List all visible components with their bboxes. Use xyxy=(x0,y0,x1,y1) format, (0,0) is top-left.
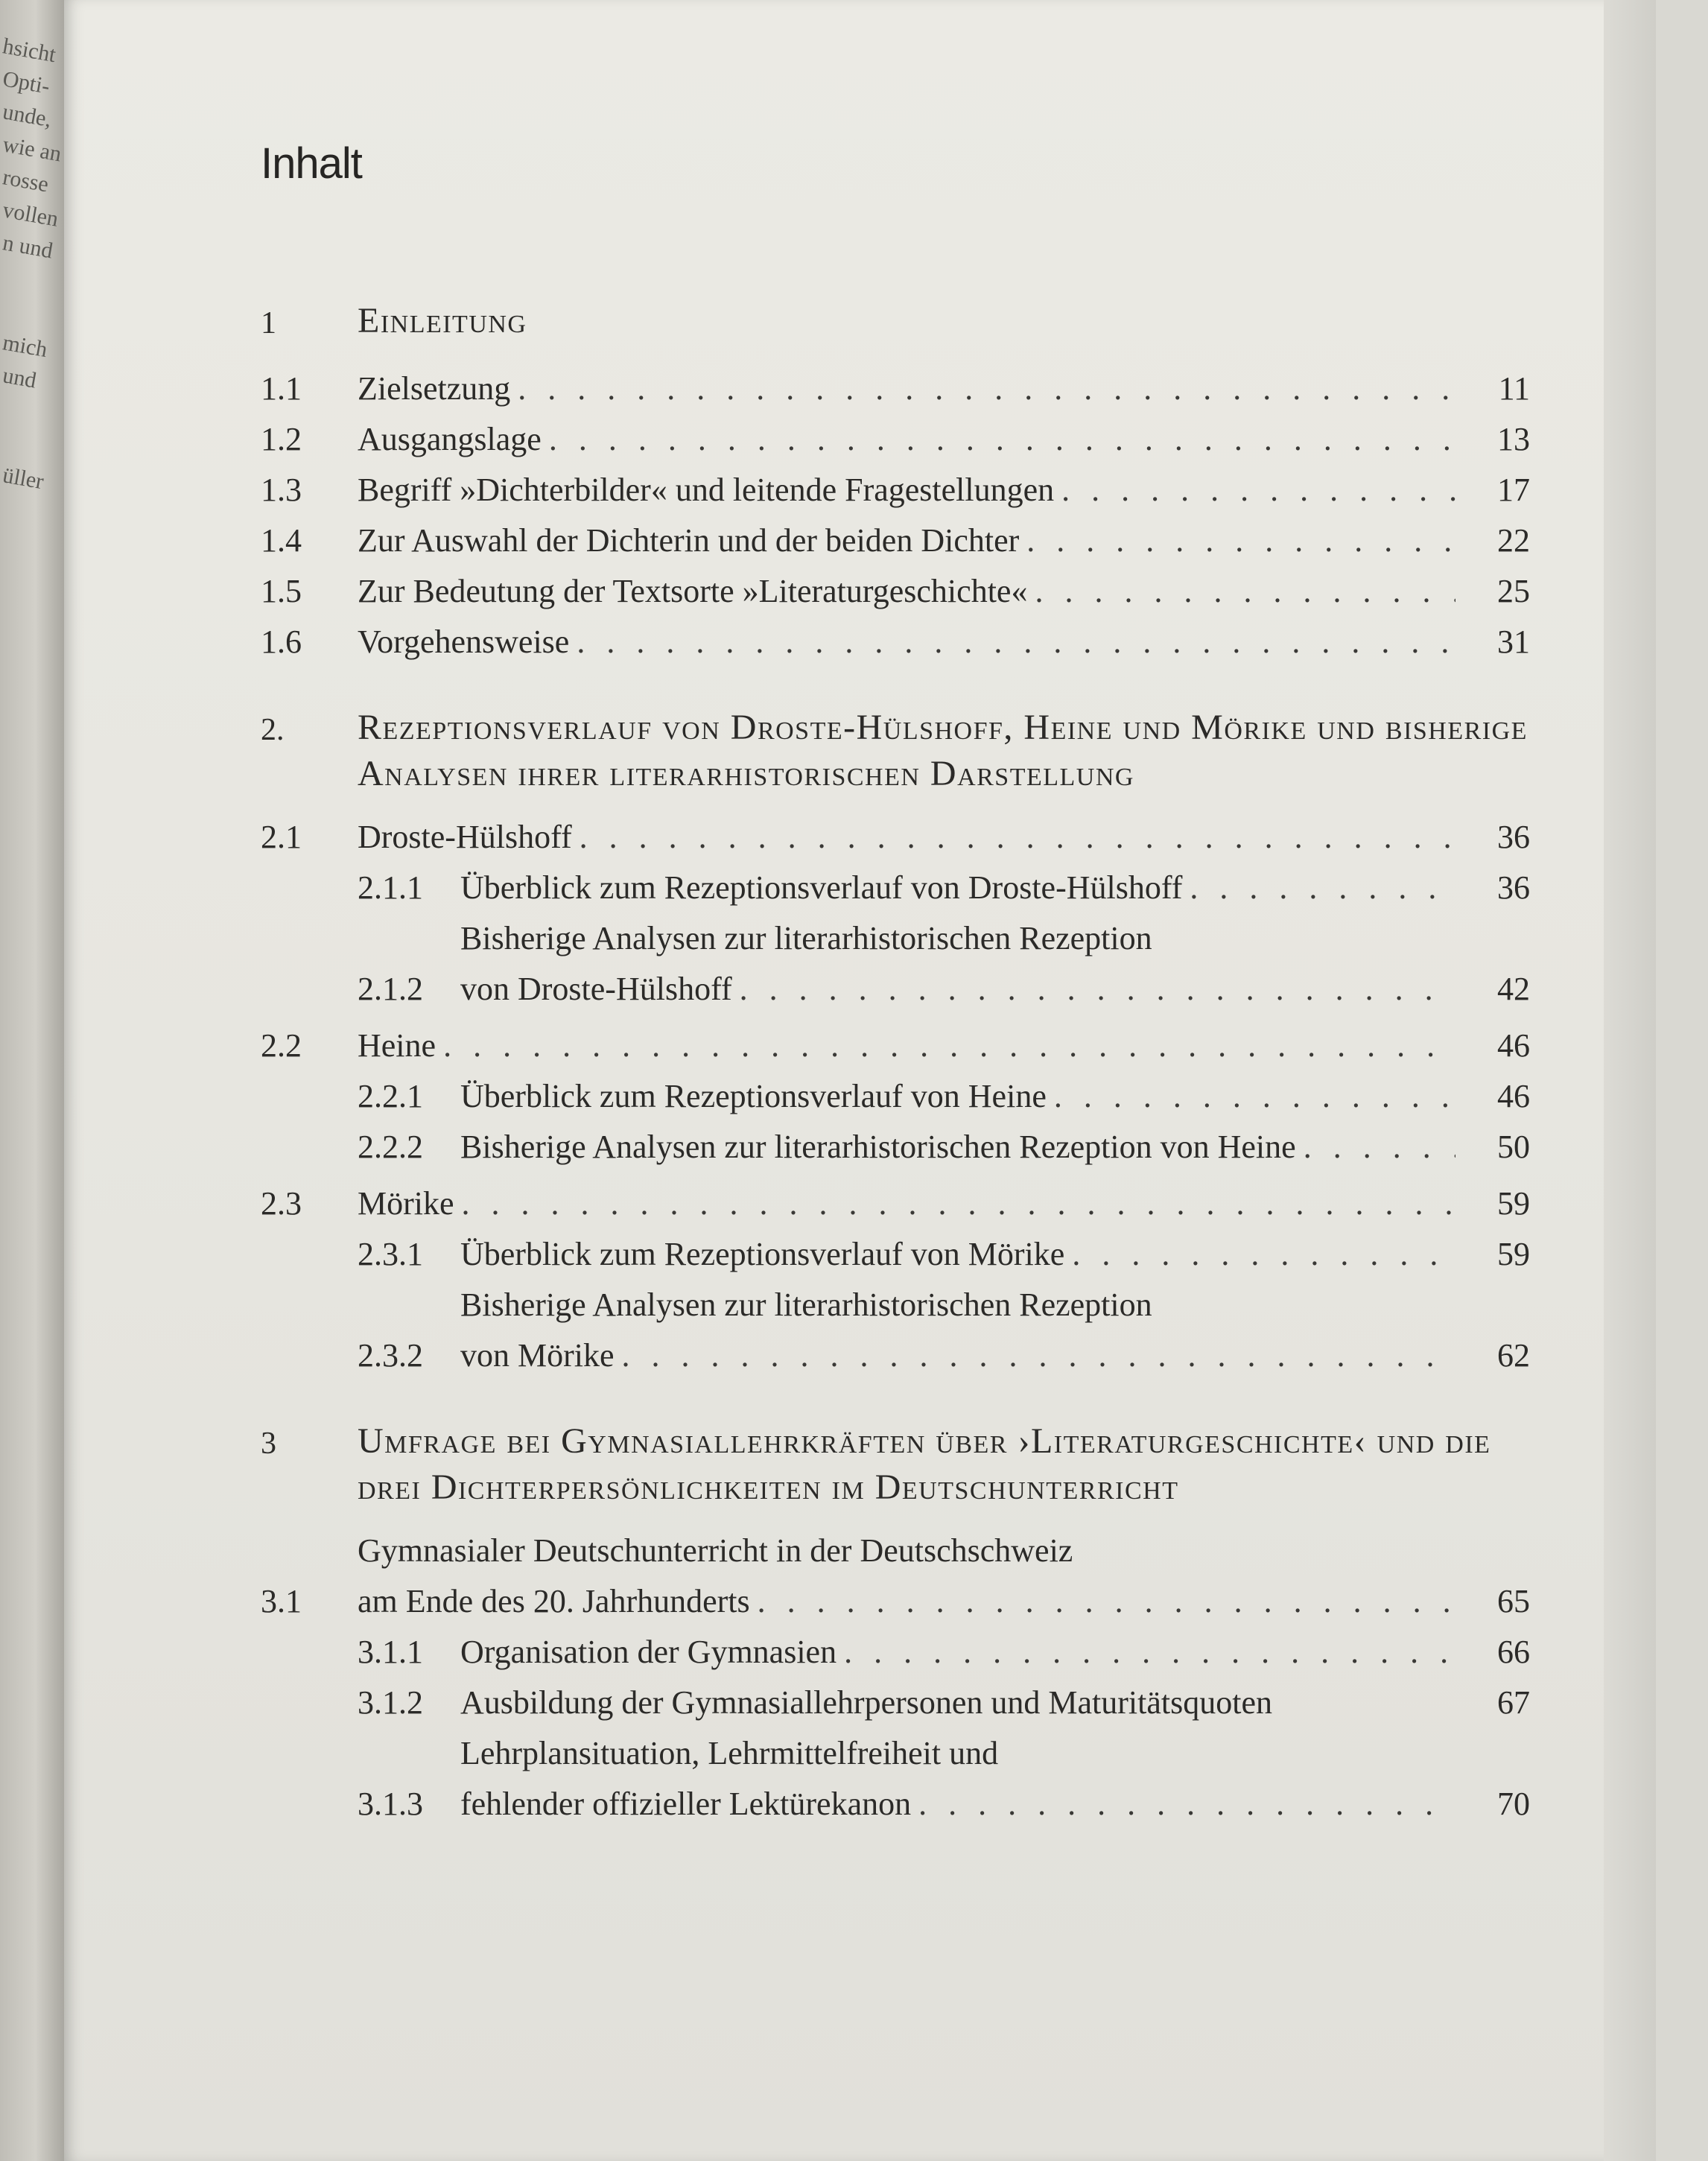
entry-title-wrap xyxy=(460,913,1463,1015)
table-of-contents xyxy=(261,298,1530,1830)
entry-title: Ausgangslage xyxy=(358,421,542,457)
entry-number: 2.1.1 xyxy=(358,869,423,906)
entry-number: 1.3 xyxy=(261,472,302,508)
toc-entry[interactable] xyxy=(261,566,1530,617)
entry-title-wrap xyxy=(358,566,1463,617)
dot-leader xyxy=(462,1178,1455,1229)
dot-leader xyxy=(1026,515,1455,566)
dot-leader xyxy=(518,364,1455,414)
entry-title-wrap xyxy=(460,1678,1463,1728)
entry-title: Zielsetzung xyxy=(358,370,511,407)
dot-leader xyxy=(1190,863,1455,913)
entry-title: Organisation der Gymnasien xyxy=(460,1634,837,1670)
dot-leader xyxy=(844,1627,1455,1678)
page-heading: Inhalt xyxy=(261,139,362,188)
page-number: 46 xyxy=(1497,1027,1530,1064)
dot-leader xyxy=(1054,1071,1455,1122)
entry-title: Bisherige Analysen zur literarhistorischen Rezeption von Heine xyxy=(460,1129,1296,1165)
dot-leader xyxy=(918,1779,1455,1830)
page-number: 11 xyxy=(1498,370,1530,407)
toc-entry[interactable] xyxy=(261,515,1530,566)
toc-entry[interactable] xyxy=(261,1021,1530,1071)
entry-title-wrap xyxy=(460,1122,1463,1172)
dot-leader xyxy=(740,964,1455,1015)
entry-number: 2.2 xyxy=(261,1027,302,1064)
fragment: rosse xyxy=(1,165,51,197)
entry-title: Lehrplansituation, Lehrmittelfreiheit und xyxy=(460,1735,999,1771)
entry-title: Gymnasialer Deutschunterricht in der Deutschschweiz xyxy=(358,1532,1073,1569)
chapter-number: 2. xyxy=(261,713,285,747)
entry-number: 2.1.2 xyxy=(358,971,423,1007)
entry-number: 2.3.1 xyxy=(358,1236,423,1272)
toc-subentry[interactable] xyxy=(261,1071,1530,1122)
toc-entry[interactable] xyxy=(261,465,1530,515)
entry-title-wrap xyxy=(358,1178,1463,1229)
entry-title: Ausbildung der Gymnasiallehrpersonen und Maturitätsquoten xyxy=(460,1684,1273,1721)
entry-title-wrap xyxy=(460,1728,1463,1830)
entry-title-continued: am Ende des 20. Jahrhunderts xyxy=(358,1583,750,1619)
page-number: 17 xyxy=(1497,472,1530,508)
fragment: üller xyxy=(1,463,46,495)
toc-subentry[interactable] xyxy=(261,1280,1530,1381)
toc-subentry[interactable] xyxy=(261,1678,1530,1728)
page-number: 46 xyxy=(1497,1078,1530,1114)
entry-title: Heine xyxy=(358,1027,436,1064)
fragment: vollen xyxy=(1,197,60,232)
fragment: hsicht xyxy=(1,34,58,68)
page-number: 25 xyxy=(1497,573,1530,609)
entry-title: Überblick zum Rezeptionsverlauf von Heine xyxy=(460,1078,1047,1114)
entry-title-wrap xyxy=(358,414,1463,465)
toc-entry[interactable] xyxy=(261,812,1530,863)
entry-number: 2.3.2 xyxy=(358,1337,423,1374)
entry-number: 1.2 xyxy=(261,421,302,457)
page-number: 67 xyxy=(1497,1684,1530,1721)
page-number: 22 xyxy=(1497,522,1530,559)
entry-title-wrap xyxy=(460,1280,1463,1381)
entry-number: 2.3 xyxy=(261,1185,302,1222)
facing-page-text xyxy=(1,30,63,495)
dot-leader xyxy=(443,1021,1455,1071)
entry-title-wrap xyxy=(358,515,1463,566)
chapter-heading xyxy=(261,705,1530,797)
dot-leader xyxy=(758,1576,1455,1627)
toc-subentry[interactable] xyxy=(261,1229,1530,1280)
entry-title: Überblick zum Rezeptionsverlauf von Mörike xyxy=(460,1236,1065,1272)
toc-entry[interactable] xyxy=(261,414,1530,465)
entry-title: Zur Bedeutung der Textsorte »Literaturgeschichte« xyxy=(358,573,1028,609)
page-number: 42 xyxy=(1497,971,1530,1007)
entry-title: Droste-Hülshoff xyxy=(358,819,572,855)
entry-number: 2.2.2 xyxy=(358,1129,423,1165)
entry-title: Bisherige Analysen zur literarhistorischen Rezeption xyxy=(460,920,1152,956)
entry-title-wrap xyxy=(460,863,1463,913)
page-number: 66 xyxy=(1497,1634,1530,1670)
toc-entry[interactable] xyxy=(261,1526,1530,1627)
book-page xyxy=(64,0,1656,2161)
entry-title-wrap xyxy=(358,465,1463,515)
entry-number: 2.2.1 xyxy=(358,1078,423,1114)
entry-title-continued: fehlender offizieller Lektürekanon xyxy=(460,1786,912,1822)
entry-title-wrap xyxy=(460,1627,1463,1678)
dot-leader xyxy=(1061,465,1455,515)
fragment: unde, xyxy=(1,99,54,133)
chapter-heading xyxy=(261,298,1530,349)
entry-number: 1.6 xyxy=(261,623,302,660)
page-number: 70 xyxy=(1497,1786,1530,1822)
entry-title-wrap xyxy=(358,812,1463,863)
entry-number: 1.1 xyxy=(261,370,302,407)
page-number: 62 xyxy=(1497,1337,1530,1374)
toc-subentry[interactable] xyxy=(261,1728,1530,1830)
toc-subentry[interactable] xyxy=(261,863,1530,913)
toc-entry[interactable] xyxy=(261,364,1530,414)
entry-title: Bisherige Analysen zur literarhistorischen Rezeption xyxy=(460,1286,1152,1323)
entry-title-wrap xyxy=(358,364,1463,414)
page-number: 36 xyxy=(1497,869,1530,906)
chapter-title: Rezeptionsverlauf von Droste-Hülshoff, Heine und Mörike und bisherige Analysen ihrer literarhistorischen Darstellung xyxy=(358,708,1528,793)
page-number: 65 xyxy=(1497,1583,1530,1619)
entry-title: Zur Auswahl der Dichterin und der beiden Dichter xyxy=(358,522,1020,559)
toc-entry[interactable] xyxy=(261,617,1530,667)
dot-leader xyxy=(1072,1229,1455,1280)
entry-number: 2.1 xyxy=(261,819,302,855)
chapter-title: Umfrage bei Gymnasiallehrkräften über ›Literaturgeschichte‹ und die drei Dichterpersönlichkeiten im Deutschunterricht xyxy=(358,1421,1491,1507)
entry-title-continued: von Droste-Hülshoff xyxy=(460,971,732,1007)
dot-leader xyxy=(577,617,1455,667)
facing-page-edge xyxy=(0,0,64,2161)
toc-subentry[interactable] xyxy=(261,913,1530,1015)
entry-number: 3.1 xyxy=(261,1583,302,1619)
toc-subentry[interactable] xyxy=(261,1627,1530,1678)
chapter-title: Einleitung xyxy=(358,301,527,340)
entry-title: Begriff »Dichterbilder« und leitende Fragestellungen xyxy=(358,472,1055,508)
toc-subentry[interactable] xyxy=(261,1122,1530,1172)
chapter-number: 3 xyxy=(261,1427,276,1461)
entry-title-wrap xyxy=(460,1229,1463,1280)
fragment: wie an xyxy=(1,132,63,167)
entry-title-continued: von Mörike xyxy=(460,1337,615,1374)
fragment: und xyxy=(1,363,39,393)
page-edge xyxy=(1604,0,1656,2161)
chapter-number: 1 xyxy=(261,306,276,340)
page-number: 50 xyxy=(1497,1129,1530,1165)
entry-title: Vorgehensweise xyxy=(358,623,570,660)
entry-number: 1.5 xyxy=(261,573,302,609)
entry-title: Mörike xyxy=(358,1185,454,1222)
entry-number: 3.1.3 xyxy=(358,1786,423,1822)
dot-leader xyxy=(1035,566,1455,617)
entry-title-wrap xyxy=(358,1526,1463,1627)
fragment: Opti- xyxy=(1,66,52,99)
entry-title-wrap xyxy=(358,1021,1463,1071)
entry-number: 3.1.2 xyxy=(358,1684,423,1721)
toc-entry[interactable] xyxy=(261,1178,1530,1229)
entry-title-wrap xyxy=(358,617,1463,667)
dot-leader xyxy=(549,414,1455,465)
page-number: 31 xyxy=(1497,623,1530,660)
fragment: mich xyxy=(1,330,50,363)
fragment: n und xyxy=(1,230,55,264)
page-number: 59 xyxy=(1497,1185,1530,1222)
dot-leader xyxy=(580,812,1455,863)
chapter-heading xyxy=(261,1418,1530,1511)
page-number: 59 xyxy=(1497,1236,1530,1272)
page-number: 13 xyxy=(1497,421,1530,457)
entry-number: 3.1.1 xyxy=(358,1634,423,1670)
entry-title-wrap xyxy=(460,1071,1463,1122)
page-number: 36 xyxy=(1497,819,1530,855)
entry-number: 1.4 xyxy=(261,522,302,559)
dot-leader xyxy=(1304,1122,1455,1172)
dot-leader xyxy=(622,1330,1455,1381)
entry-title: Überblick zum Rezeptionsverlauf von Droste-Hülshoff xyxy=(460,869,1183,906)
